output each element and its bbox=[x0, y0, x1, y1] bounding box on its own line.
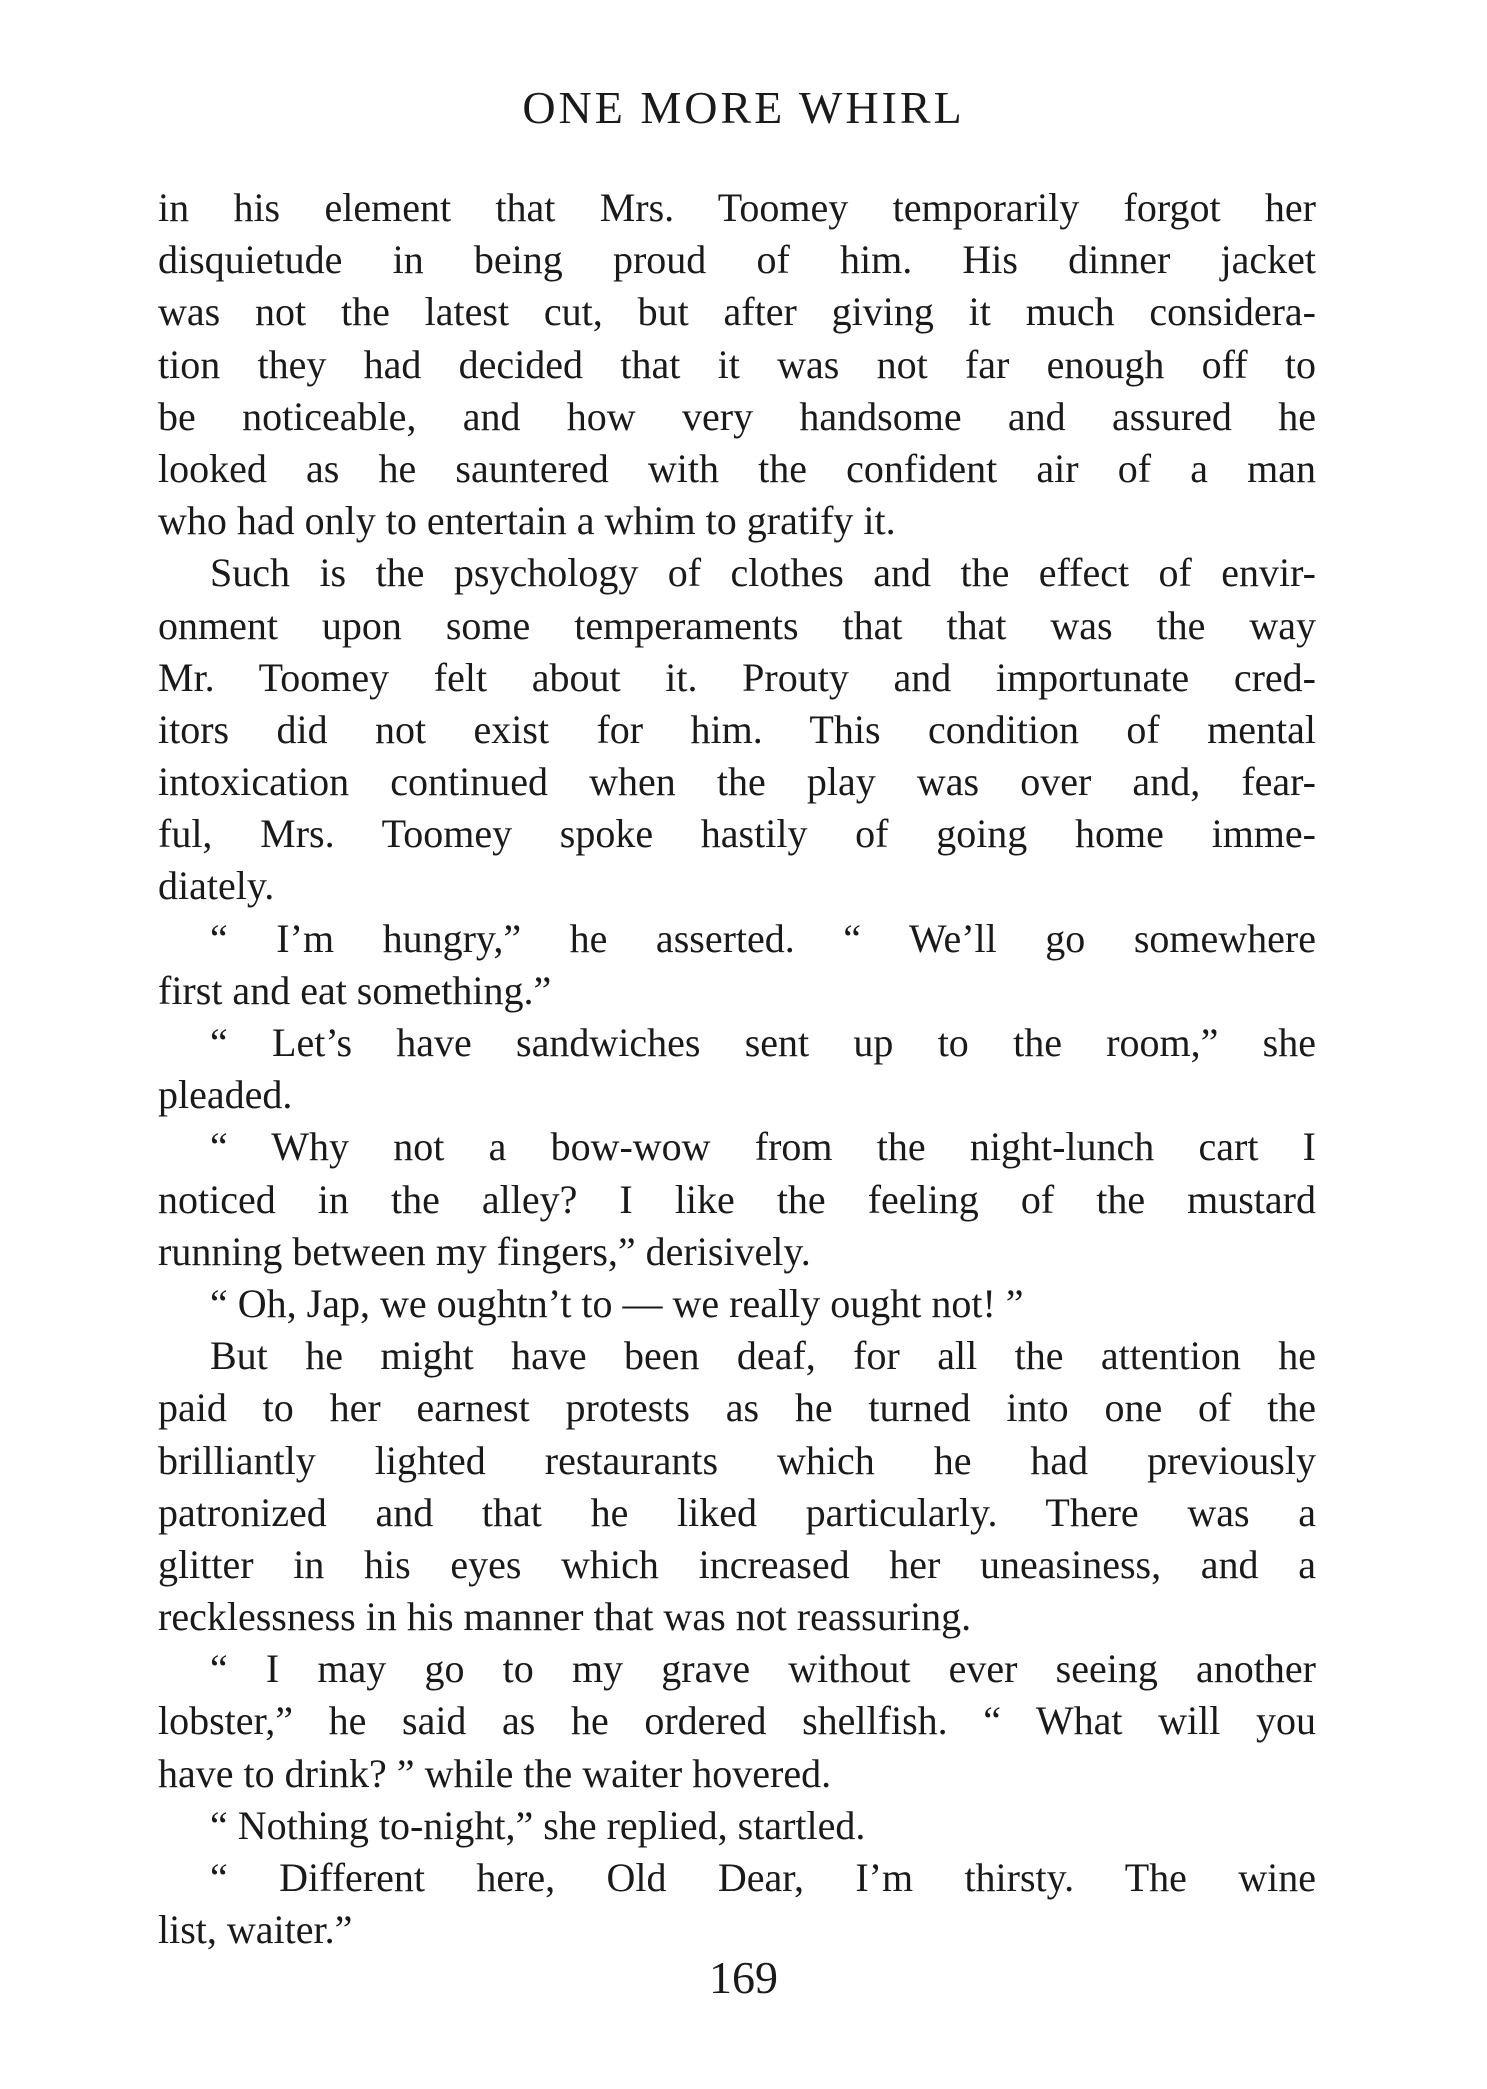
text-line: list, waiter.” bbox=[158, 1907, 353, 1953]
text-line: glitter in his eyes which increased her uneasiness, and a bbox=[158, 1541, 1316, 1587]
text-line: paid to her earnest protests as he turned into one of the bbox=[158, 1385, 1316, 1431]
text-line: patronized and that he liked particularly. There was a bbox=[158, 1489, 1316, 1535]
text-line: Mr. Toomey felt about it. Prouty and importunate cred- bbox=[158, 654, 1316, 700]
text-line: running between my fingers,” derisively. bbox=[158, 1228, 811, 1274]
text-line: who had only to entertain a whim to gratify it. bbox=[158, 498, 896, 544]
text-line: was not the latest cut, but after giving it much considera- bbox=[158, 289, 1316, 335]
text-line: have to drink? ” while the waiter hovered. bbox=[158, 1750, 832, 1796]
text-line: itors did not exist for him. This condition of mental bbox=[158, 706, 1316, 752]
page-number: 169 bbox=[709, 1952, 778, 2003]
text-line: ful, Mrs. Toomey spoke hastily of going home imme- bbox=[158, 811, 1316, 857]
text-line: intoxication continued when the play was over and, fear- bbox=[158, 759, 1316, 805]
text-line: pleaded. bbox=[158, 1072, 293, 1118]
body-text bbox=[158, 182, 1316, 1956]
text-line: “ I’m hungry,” he asserted. “ We’ll go somewhere bbox=[210, 915, 1316, 961]
text-line: be noticeable, and how very handsome and assured he bbox=[158, 393, 1316, 439]
text-line: Such is the psychology of clothes and the effect of envir- bbox=[210, 550, 1316, 596]
text-line: “ Why not a bow-wow from the night-lunch cart I bbox=[210, 1124, 1316, 1170]
text-line: recklessness in his manner that was not reassuring. bbox=[158, 1594, 972, 1640]
text-line: “ Oh, Jap, we oughtn’t to — we really ought not! ” bbox=[210, 1280, 1024, 1326]
text-line: But he might have been deaf, for all the attention he bbox=[210, 1333, 1316, 1379]
text-line: “ Let’s have sandwiches sent up to the room,” she bbox=[210, 1020, 1316, 1065]
text-line: diately. bbox=[158, 863, 275, 909]
text-line: “ I may go to my grave without ever seeing another bbox=[210, 1646, 1316, 1692]
text-line: disquietude in being proud of him. His dinner jacket bbox=[158, 237, 1316, 283]
text-line: in his element that Mrs. Toomey temporarily forgot her bbox=[158, 185, 1316, 230]
text-line: tion they had decided that it was not far enough off to bbox=[158, 341, 1316, 387]
running-head: ONE MORE WHIRL bbox=[522, 82, 965, 133]
text-line: “ Nothing to-night,” she replied, startled. bbox=[210, 1802, 866, 1848]
text-line: first and eat something.” bbox=[158, 967, 552, 1013]
text-line: brilliantly lighted restaurants which he had previously bbox=[158, 1437, 1316, 1483]
text-line: looked as he sauntered with the confident air of a man bbox=[158, 445, 1316, 491]
text-line: “ Different here, Old Dear, I’m thirsty. The wine bbox=[210, 1855, 1316, 1900]
text-line: noticed in the alley? I like the feeling of the mustard bbox=[158, 1176, 1316, 1222]
text-line: lobster,” he said as he ordered shellfish. “ What will you bbox=[158, 1698, 1316, 1744]
text-line: onment upon some temperaments that that was the way bbox=[158, 602, 1316, 648]
